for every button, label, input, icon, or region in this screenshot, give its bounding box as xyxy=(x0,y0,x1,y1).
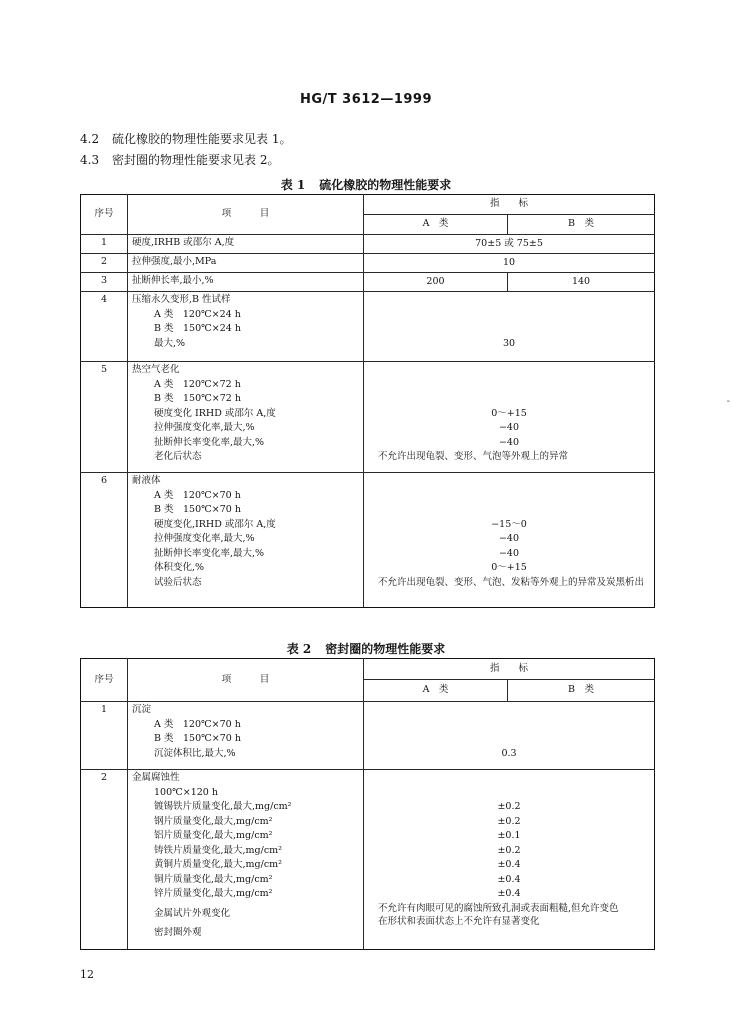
row-number: 1 xyxy=(81,702,128,770)
row-number: 3 xyxy=(81,273,128,292)
row-item xyxy=(128,770,364,950)
row-number: 2 xyxy=(81,770,128,950)
table2-header-no: 序号 xyxy=(81,659,128,702)
item-line: A 类 120℃×70 h xyxy=(154,718,241,730)
table1-header-index: 指 标 xyxy=(364,195,655,215)
item-line: 硬度变化,IRHD 或邵尔 A,度 xyxy=(154,518,276,530)
table2-header-index: 指 标 xyxy=(364,659,655,680)
table2-caption xyxy=(0,640,732,657)
item-line: A 类 120℃×24 h xyxy=(154,308,241,320)
value-line: ±0.2 xyxy=(497,801,521,812)
table1-header-b: B 类 xyxy=(508,215,655,235)
value-line: 0～+15 xyxy=(491,407,527,419)
item-line: 硬度变化 IRHD 或邵尔 A,度 xyxy=(154,407,276,419)
table-row xyxy=(81,702,655,770)
table2-header-b: B 类 xyxy=(508,680,655,702)
row-value xyxy=(364,292,655,362)
row-value xyxy=(364,770,655,950)
table1-header-item: 项 目 xyxy=(128,195,364,235)
table-row xyxy=(81,362,655,473)
value-line: 不允许出现龟裂、变形、气泡等外观上的异常 xyxy=(378,451,569,462)
item-line: 密封圈外观 xyxy=(154,926,202,938)
value-line: 0～+15 xyxy=(491,562,527,573)
item-line: 沉淀 xyxy=(132,704,152,715)
row-value: 70±5 或 75±5 xyxy=(364,235,655,254)
row-item xyxy=(128,473,364,608)
table1-header-no: 序号 xyxy=(81,195,128,235)
row-number: 2 xyxy=(81,254,128,273)
clause-number: 4.2 xyxy=(80,132,100,146)
row-value xyxy=(364,702,655,770)
clause-4-2 xyxy=(80,130,291,147)
value-line: ±0.4 xyxy=(497,888,521,899)
value-line: 在形状和表面状态上不允许有显著变化 xyxy=(378,915,540,927)
row-number: 1 xyxy=(81,235,128,254)
item-line: 黄铜片质量变化,最大,mg/cm² xyxy=(154,859,282,870)
row-value xyxy=(364,473,655,608)
row-item: 硬度,IRHB 或邵尔 A,度 xyxy=(128,235,364,254)
table1 xyxy=(80,194,655,608)
item-line: 沉淀体积比,最大,% xyxy=(154,747,236,759)
item-line: A 类 120℃×72 h xyxy=(154,378,241,390)
item-line: 镀锡铁片质量变化,最大,mg/cm² xyxy=(154,801,292,812)
table-row xyxy=(81,770,655,950)
value-line: 30 xyxy=(502,337,516,349)
item-line: 铝片质量变化,最大,mg/cm² xyxy=(154,830,273,841)
clause-text: 硫化橡胶的物理性能要求见表 1。 xyxy=(112,132,292,146)
item-line: 钢片质量变化,最大,mg/cm² xyxy=(154,815,273,827)
value-line: 不允许出现龟裂、变形、气泡、发粘等外观上的异常及炭黑析出 xyxy=(378,576,645,588)
row-item: 扯断伸长率,最小,% xyxy=(128,273,364,292)
value-line: ±0.4 xyxy=(497,873,521,885)
item-line: 扯断伸长率变化率,最大,% xyxy=(154,547,265,559)
table-row xyxy=(81,273,655,292)
item-line: 铜片质量变化,最大,mg/cm² xyxy=(154,873,273,885)
item-line: 老化后状态 xyxy=(154,451,202,462)
table-row xyxy=(81,292,655,362)
page-number: 12 xyxy=(80,968,94,981)
value-line: −40 xyxy=(498,547,520,559)
margin-mark: - xyxy=(726,396,730,407)
value-line: 不允许有肉眼可见的腐蚀所致孔洞或表面粗糙,但允许变色 xyxy=(378,902,619,914)
item-line: 拉伸强度变化率,最大,% xyxy=(154,533,255,544)
item-line: 热空气老化 xyxy=(132,364,180,375)
page-header: HG/T 3612—1999 xyxy=(299,92,433,107)
row-number: 5 xyxy=(81,362,128,473)
table2-header-item: 项 目 xyxy=(128,659,364,702)
table2-caption-title: 密封圈的物理性能要求 xyxy=(325,642,446,656)
row-number: 4 xyxy=(81,292,128,362)
table1-caption-number: 表 1 xyxy=(280,178,306,192)
table1-header-a: A 类 xyxy=(364,215,508,235)
row-item: 拉伸强度,最小,MPa xyxy=(128,254,364,273)
row-value: 10 xyxy=(364,254,655,273)
value-line: −15～0 xyxy=(491,518,527,530)
item-line: B 类 150℃×24 h xyxy=(154,323,241,334)
item-line: 100℃×120 h xyxy=(154,786,218,798)
row-number: 6 xyxy=(81,473,128,608)
table2-caption-number: 表 2 xyxy=(286,642,312,656)
clause-text: 密封圈的物理性能要求见表 2。 xyxy=(112,153,280,167)
value-line: −40 xyxy=(498,422,520,433)
clause-4-3 xyxy=(80,151,279,168)
value-line: ±0.4 xyxy=(497,859,521,870)
item-line: 铸铁片质量变化,最大,mg/cm² xyxy=(154,844,282,856)
item-line: B 类 150℃×70 h xyxy=(154,733,241,744)
item-line: A 类 120℃×70 h xyxy=(154,489,241,501)
row-value-a: 200 xyxy=(364,273,508,292)
value-line: 0.3 xyxy=(501,747,517,759)
table-row xyxy=(81,254,655,273)
value-line: ±0.2 xyxy=(497,844,521,856)
row-item xyxy=(128,362,364,473)
item-line: 金属腐蚀性 xyxy=(132,772,180,783)
table1-caption-title: 硫化橡胶的物理性能要求 xyxy=(319,178,452,192)
item-line: 试验后状态 xyxy=(154,576,202,588)
item-line: 拉伸强度变化率,最大,% xyxy=(154,422,255,433)
item-line: 体积变化,% xyxy=(154,562,205,573)
item-line: 压缩永久变形,B 性试样 xyxy=(132,294,231,305)
table2 xyxy=(80,658,655,950)
item-line: 锌片质量变化,最大,mg/cm² xyxy=(154,888,273,899)
table1-caption xyxy=(0,176,732,193)
item-line: B 类 150℃×72 h xyxy=(154,393,241,404)
row-value-b: 140 xyxy=(508,273,655,292)
table-row xyxy=(81,235,655,254)
value-line: ±0.2 xyxy=(497,815,521,827)
row-item xyxy=(128,292,364,362)
item-line: 扯断伸长率变化率,最大,% xyxy=(154,436,265,448)
item-line: B 类 150℃×70 h xyxy=(154,504,241,515)
item-line: 最大,% xyxy=(154,337,186,349)
item-line: 耐液体 xyxy=(132,475,161,486)
row-value xyxy=(364,362,655,473)
clause-number: 4.3 xyxy=(80,153,100,167)
value-line: ±0.1 xyxy=(497,830,521,841)
item-line: 金属试片外观变化 xyxy=(154,907,231,919)
value-line: −40 xyxy=(498,436,520,448)
table2-header-a: A 类 xyxy=(364,680,508,702)
row-item xyxy=(128,702,364,770)
value-line: −40 xyxy=(498,533,520,544)
table-row xyxy=(81,473,655,608)
